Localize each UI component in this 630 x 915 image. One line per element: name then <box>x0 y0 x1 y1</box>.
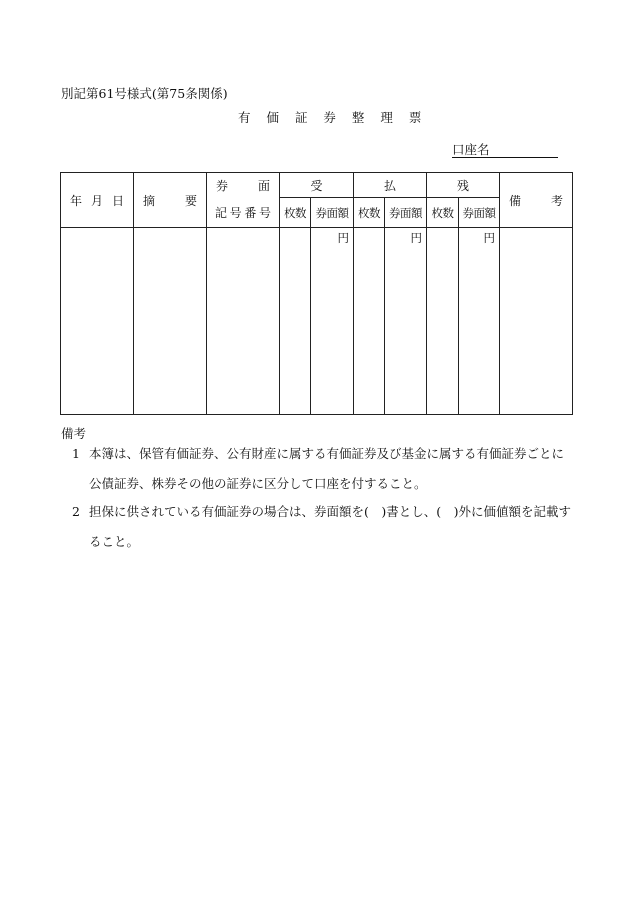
receipt-header: 受 <box>280 173 354 198</box>
account-name-field[interactable] <box>452 142 558 158</box>
face-header-top: 券 面 <box>207 173 280 198</box>
note-text: 本簿は、保管有価証券、公有財産に属する有価証券及び基金に属する有価証券ごとに公債証券、株券その他の証券に区分して口座を付すること。 <box>89 446 565 491</box>
payment-count-cell[interactable] <box>354 228 385 415</box>
balance-amount-cell[interactable] <box>459 228 500 415</box>
remarks-header: 備 考 <box>500 173 573 228</box>
receipt-amount-header: 券面額 <box>311 198 354 228</box>
date-cell[interactable] <box>61 228 134 415</box>
payment-header: 払 <box>354 173 427 198</box>
form-number: 別記第61号様式(第75条関係) <box>61 86 228 101</box>
note-number: 2 <box>72 504 80 519</box>
note-item <box>0 497 630 557</box>
face-number-cell[interactable] <box>207 228 280 415</box>
summary-header: 摘 要 <box>134 173 207 228</box>
receipt-amount-cell[interactable] <box>311 228 354 415</box>
date-header: 年 月 日 <box>61 173 134 228</box>
remarks-cell[interactable] <box>500 228 573 415</box>
receipt-count-header: 枚数 <box>280 198 311 228</box>
balance-header: 残 <box>427 173 500 198</box>
note-number: 1 <box>72 446 80 461</box>
yen-unit: 円 <box>483 231 496 245</box>
yen-unit: 円 <box>410 231 423 245</box>
note-text: 担保に供されている有価証券の場合は、券面額を( )書とし、( )外に価値額を記載すること。 <box>89 504 572 549</box>
balance-count-cell[interactable] <box>427 228 459 415</box>
balance-count-header: 枚数 <box>427 198 459 228</box>
summary-cell[interactable] <box>134 228 207 415</box>
securities-ledger-table <box>60 172 573 415</box>
payment-amount-cell[interactable] <box>385 228 427 415</box>
document-title: 有 価 証 券 整 理 票 <box>238 110 428 125</box>
balance-amount-header: 券面額 <box>459 198 500 228</box>
note-item <box>0 439 630 499</box>
face-header-bottom: 記 号 番 号 <box>207 198 280 228</box>
payment-count-header: 枚数 <box>354 198 385 228</box>
notes-heading: 備考 <box>61 426 87 441</box>
yen-unit: 円 <box>337 231 350 245</box>
account-name-label: 口座名 <box>452 142 490 157</box>
payment-amount-header: 券面額 <box>385 198 427 228</box>
receipt-count-cell[interactable] <box>280 228 311 415</box>
